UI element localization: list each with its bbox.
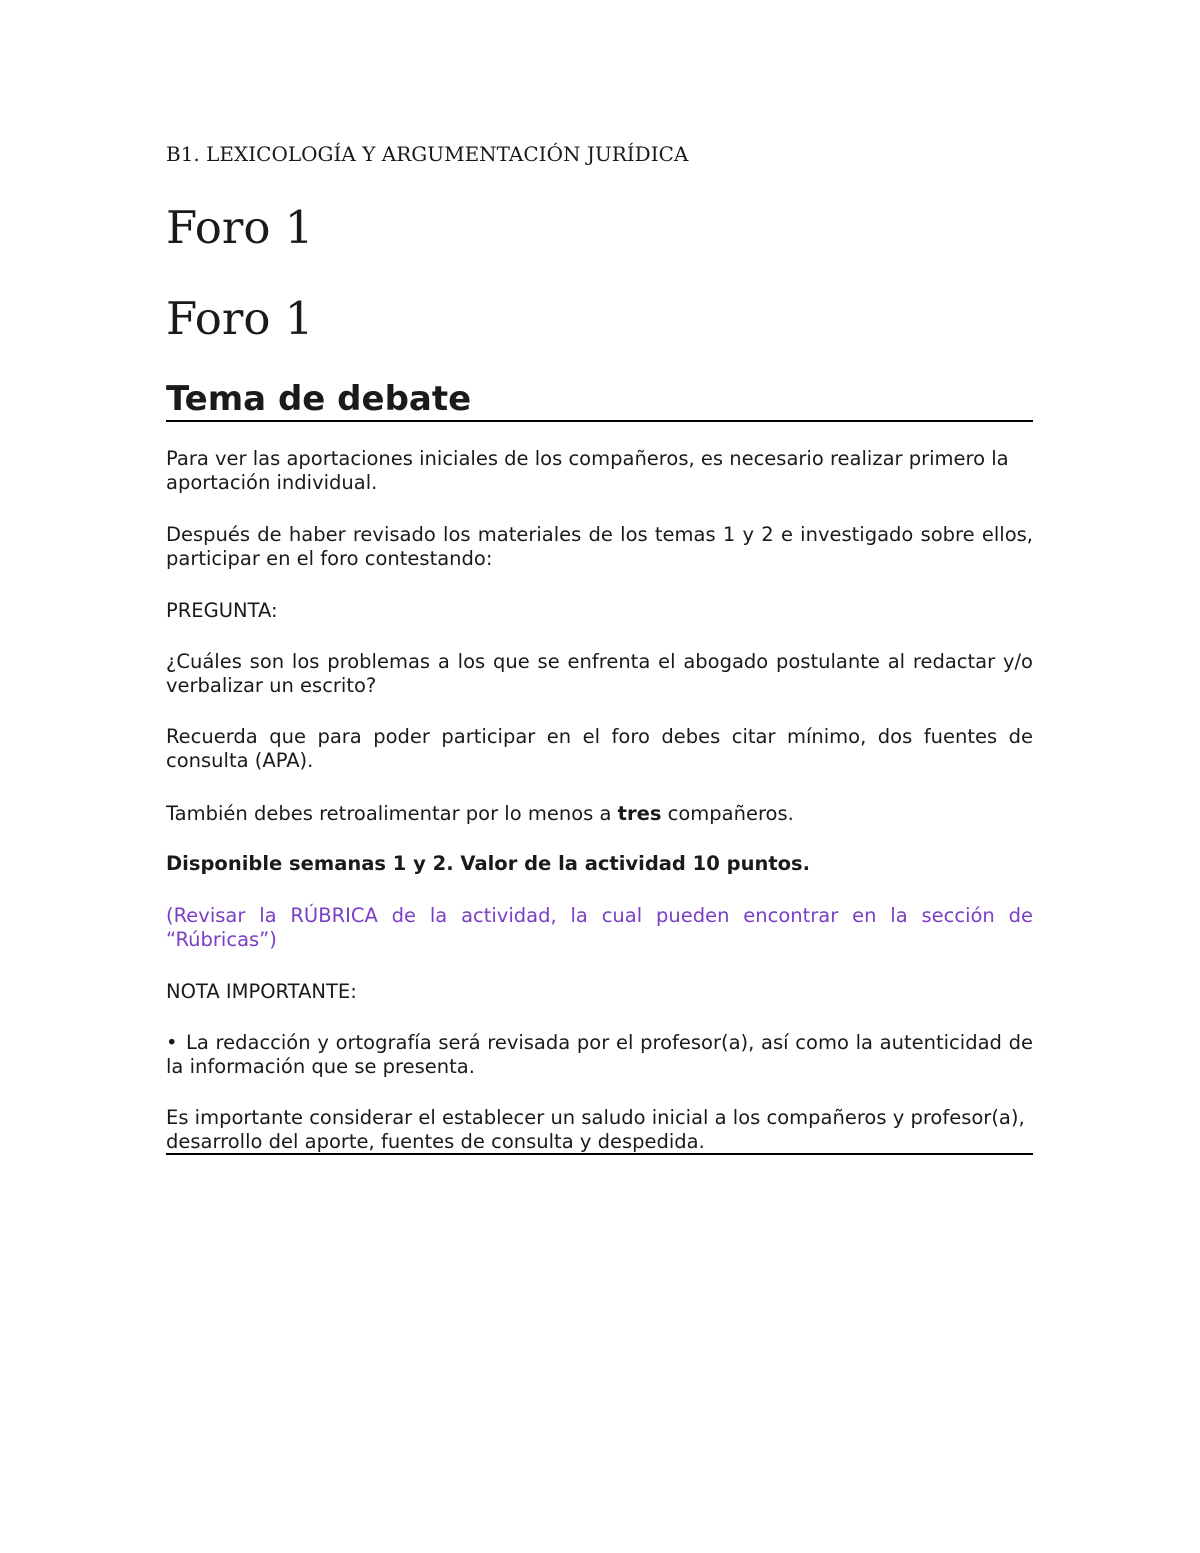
feedback-prefix: También debes retroalimentar por lo menos a xyxy=(166,802,618,825)
feedback-suffix: compañeros. xyxy=(661,802,794,825)
feedback-count: tres xyxy=(617,802,662,825)
closing-divider xyxy=(166,1153,1033,1155)
rubric-note-paragraph: (Revisar la RÚBRICA de la actividad, la cual pueden encontrar en la sección de “Rúbricas”) xyxy=(166,904,1033,951)
question-paragraph: ¿Cuáles son los problemas a los que se enfrenta el abogado postulante al redactar y/o verbalizar un escrito? xyxy=(166,650,1033,697)
forum-title: Foro 1 xyxy=(166,201,314,254)
instructions-paragraph: Después de haber revisado los materiales de los temas 1 y 2 e investigado sobre ellos, participar en el foro contestando: xyxy=(166,523,1033,570)
availability-paragraph: Disponible semanas 1 y 2. Valor de la actividad 10 puntos. xyxy=(166,852,811,875)
feedback-paragraph xyxy=(166,802,1033,826)
important-label: NOTA IMPORTANTE: xyxy=(166,980,357,1003)
question-label: PREGUNTA: xyxy=(166,599,278,622)
bullet-text: La redacción y ortografía será revisada por el profesor(a), así como la autenticidad de la información que se presenta. xyxy=(166,1031,1033,1078)
forum-title-repeat: Foro 1 xyxy=(166,292,314,345)
bullet-icon: • xyxy=(166,1031,178,1054)
intro-paragraph: Para ver las aportaciones iniciales de los compañeros, es necesario realizar primero la aportación individual. xyxy=(166,447,1009,494)
bullet-item xyxy=(166,1031,1033,1079)
closing-paragraph: Es importante considerar el establecer un saludo inicial a los compañeros y profesor(a), desarrollo del aporte, fuentes de consulta y despedida. xyxy=(166,1106,1025,1153)
citation-note-paragraph: Recuerda que para poder participar en el foro debes citar mínimo, dos fuentes de consulta (APA). xyxy=(166,725,1033,772)
course-title: B1. LEXICOLOGÍA Y ARGUMENTACIÓN JURÍDICA xyxy=(166,142,689,166)
section-heading: Tema de debate xyxy=(166,378,1033,422)
